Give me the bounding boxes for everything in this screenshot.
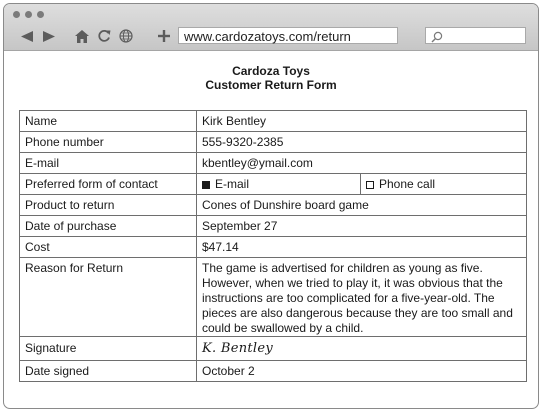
url-input[interactable]: www.cardozatoys.com/return bbox=[178, 27, 398, 44]
company-name: Cardoza Toys bbox=[232, 64, 310, 78]
field-label: Date of purchase bbox=[20, 216, 197, 237]
reload-icon[interactable] bbox=[96, 29, 112, 43]
field-label: Name bbox=[20, 111, 197, 132]
table-row bbox=[20, 153, 527, 174]
browser-toolbar bbox=[4, 4, 538, 51]
form-title: Customer Return Form bbox=[205, 78, 337, 92]
field-label: Phone number bbox=[20, 132, 197, 153]
window-close-dot[interactable] bbox=[13, 11, 20, 18]
globe-icon[interactable] bbox=[118, 29, 134, 43]
checked-box-icon bbox=[202, 181, 210, 189]
table-row bbox=[20, 337, 527, 361]
return-form-table bbox=[19, 110, 527, 382]
field-label: Product to return bbox=[20, 195, 197, 216]
field-value-date-signed: October 2 bbox=[197, 361, 527, 382]
contact-option-email bbox=[197, 174, 361, 195]
forward-arrow-icon[interactable] bbox=[42, 30, 56, 42]
table-row bbox=[20, 216, 527, 237]
back-arrow-icon[interactable] bbox=[20, 30, 34, 42]
browser-window bbox=[3, 3, 539, 409]
field-label: Date signed bbox=[20, 361, 197, 382]
form-header bbox=[4, 64, 538, 92]
field-value-signature: K. Bentley bbox=[197, 337, 527, 361]
field-label: Reason for Return bbox=[20, 258, 197, 337]
option-label: E-mail bbox=[215, 176, 250, 191]
table-row bbox=[20, 132, 527, 153]
field-label: Cost bbox=[20, 237, 197, 258]
contact-option-phone bbox=[361, 174, 527, 195]
table-row bbox=[20, 258, 527, 337]
search-input[interactable] bbox=[425, 27, 526, 44]
add-tab-icon[interactable] bbox=[156, 29, 172, 43]
window-maximize-dot[interactable] bbox=[37, 11, 44, 18]
search-icon bbox=[431, 30, 443, 48]
field-value-phone: 555-9320-2385 bbox=[197, 132, 527, 153]
field-value-purchase-date: September 27 bbox=[197, 216, 527, 237]
window-minimize-dot[interactable] bbox=[25, 11, 32, 18]
home-icon[interactable] bbox=[74, 29, 90, 43]
field-value-email: kbentley@ymail.com bbox=[197, 153, 527, 174]
field-value-product: Cones of Dunshire board game bbox=[197, 195, 527, 216]
option-label: Phone call bbox=[379, 176, 436, 191]
field-value-name: Kirk Bentley bbox=[197, 111, 527, 132]
table-row bbox=[20, 195, 527, 216]
table-row bbox=[20, 361, 527, 382]
field-value-cost: $47.14 bbox=[197, 237, 527, 258]
unchecked-box-icon bbox=[366, 181, 374, 189]
table-row bbox=[20, 174, 527, 195]
field-label: Signature bbox=[20, 337, 197, 361]
field-label: Preferred form of contact bbox=[20, 174, 197, 195]
field-label: E-mail bbox=[20, 153, 197, 174]
table-row bbox=[20, 237, 527, 258]
table-row bbox=[20, 111, 527, 132]
field-value-reason: The game is advertised for children as young as five. However, when we tried to play it, it was obvious that the instructions are too complicated for a five-year-old. The pieces are also dangerous because they are too small and could be swallowed by a child. bbox=[197, 258, 527, 337]
